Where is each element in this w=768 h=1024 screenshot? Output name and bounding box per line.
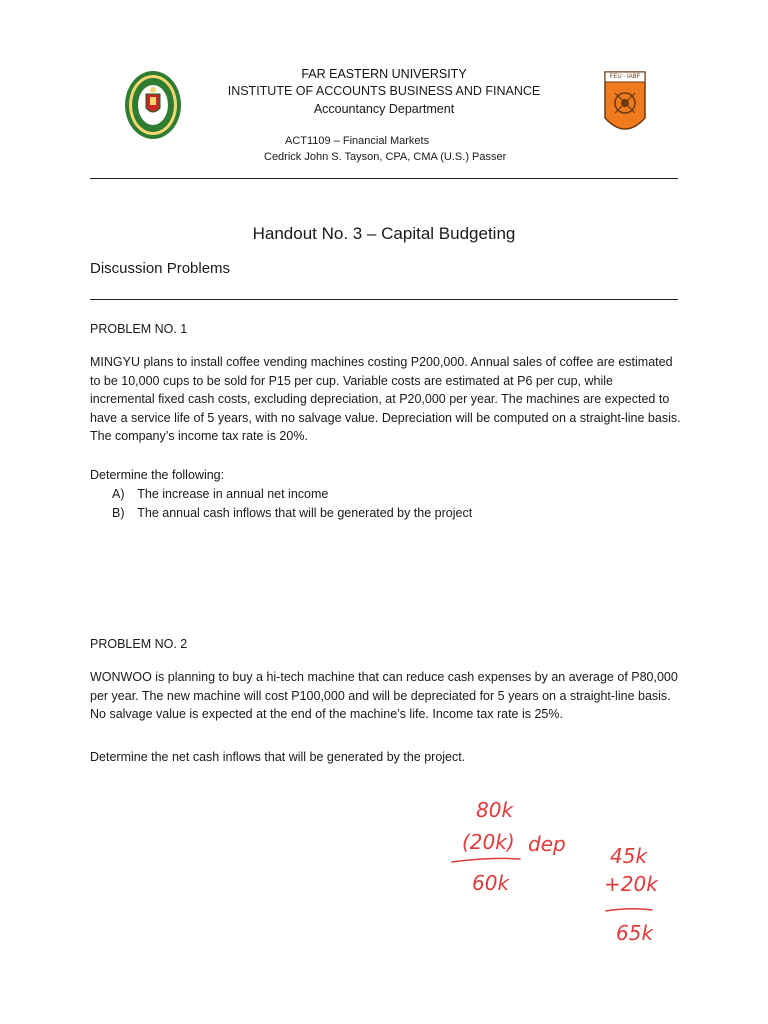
section-heading: Discussion Problems bbox=[90, 260, 231, 277]
problem-2-line: per year. The new machine will cost P100,000 and will be depreciated for 5 years on a straight-line basis. bbox=[90, 688, 671, 703]
list-item-text: The annual cash inflows that will be generated by the project bbox=[137, 505, 473, 520]
problem-2-line: WONWOO is planning to buy a hi-tech machine that can reduce cash expenses by an average of P80,000 bbox=[90, 670, 678, 684]
list-marker: A) bbox=[112, 487, 125, 501]
hw-left-3: 60k bbox=[472, 871, 510, 895]
hw-left-2: dep bbox=[528, 832, 566, 856]
section-divider bbox=[90, 299, 678, 300]
course-code: ACT1109 – Financial Markets bbox=[285, 135, 430, 147]
problem-1-text bbox=[90, 353, 690, 446]
problem-1-list bbox=[112, 485, 472, 522]
list-item-text: The increase in annual net income bbox=[137, 487, 329, 501]
iabf-logo-text: FEU · IABF bbox=[609, 74, 641, 80]
institute-name: INSTITUTE OF ACCOUNTS BUSINESS AND FINANCE bbox=[227, 84, 541, 98]
problem-1-heading: PROBLEM NO. 1 bbox=[90, 322, 188, 336]
hw-right-1: +20k bbox=[604, 872, 658, 896]
problem-1-instruction: Determine the following: bbox=[90, 468, 225, 482]
instructor-name: Cedrick John S. Tayson, CPA, CMA (U.S.) Passer bbox=[264, 151, 507, 163]
hw-right-0: 45k bbox=[610, 844, 648, 868]
handout-title: Handout No. 3 – Capital Budgeting bbox=[252, 224, 516, 243]
hw-left-1: (20k) bbox=[462, 830, 515, 854]
problem-1-line: MINGYU plans to install coffee vending machines costing P200,000. Annual sales of coffee are estimated bbox=[90, 355, 673, 369]
department-name: Accountancy Department bbox=[313, 102, 455, 116]
hw-left-underline bbox=[452, 858, 520, 862]
list-marker: B) bbox=[112, 505, 125, 520]
list-item bbox=[112, 504, 472, 523]
problem-1-line: have a service life of 5 years, with no salvage value. Depreciation will be computed on a straight-line basis. bbox=[90, 410, 681, 425]
problem-1-line: to be 10,000 cups to be sold for P15 per cup. Variable costs are estimated at P6 per cup, while bbox=[90, 373, 613, 388]
feu-seal-logo bbox=[124, 70, 182, 140]
handwritten-annotations bbox=[440, 790, 680, 950]
university-name: FAR EASTERN UNIVERSITY bbox=[301, 67, 467, 81]
hw-right-2: 65k bbox=[616, 921, 654, 945]
hw-left-0: 80k bbox=[476, 798, 514, 822]
problem-2-instruction: Determine the net cash inflows that will be generated by the project. bbox=[90, 750, 466, 764]
iabf-logo bbox=[604, 71, 646, 137]
header-divider bbox=[90, 178, 678, 179]
problem-2-line: No salvage value is expected at the end of the machine’s life. Income tax rate is 25%. bbox=[90, 707, 563, 721]
problem-1-line: incremental fixed cash costs, excluding depreciation, at P20,000 per year. The machines are expected to bbox=[90, 392, 670, 406]
problem-2-heading: PROBLEM NO. 2 bbox=[90, 637, 188, 651]
hw-right-underline bbox=[606, 909, 652, 911]
problem-1-line: The company’s income tax rate is 20%. bbox=[90, 429, 308, 443]
list-item bbox=[112, 485, 472, 504]
problem-2-text bbox=[90, 668, 690, 724]
